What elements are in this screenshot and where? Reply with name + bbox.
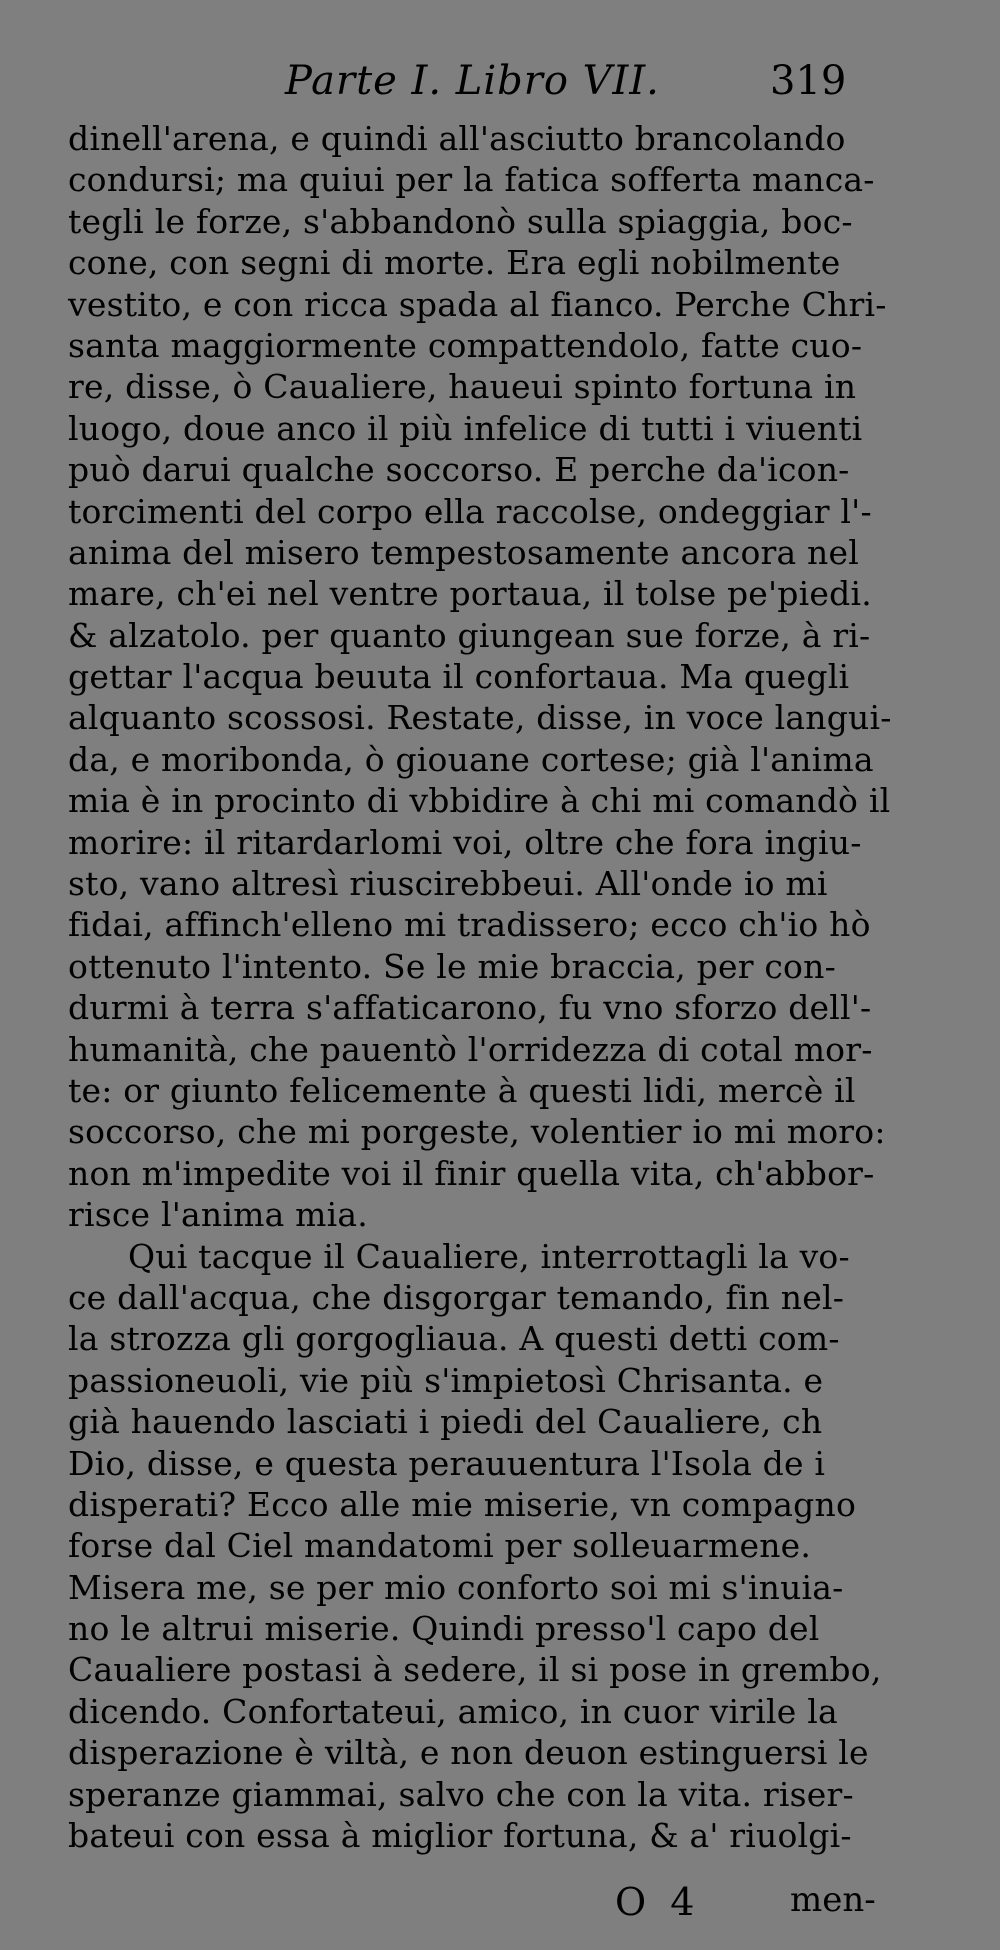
text-line: te: or giunto felicemente à questi lidi, mercè il: [68, 1070, 856, 1110]
text-line: bateui con essa à miglior fortuna, & a' riuolgi-: [68, 1816, 852, 1856]
text-line: già hauendo lasciati i piedi del Caualiere, ch: [68, 1402, 823, 1442]
text-line: disperati? Ecco alle mie miserie, vn compagno: [68, 1484, 857, 1524]
text-line: ce dall'acqua, che disgorgar temando, fin nel-: [68, 1277, 845, 1317]
text-line: tegli le forze, s'abbandonò sulla spiaggia, boc-: [68, 201, 853, 241]
text-line: speranze giammai, salvo che con la vita. riser-: [68, 1774, 854, 1814]
text-line: anima del misero tempestosamente ancora nel: [68, 532, 859, 572]
page-footer: [0, 1880, 1000, 1930]
text-line: re, disse, ò Caualiere, haueui spinto fortuna in: [68, 367, 857, 407]
text-line: non m'impedite voi il finir quella vita, ch'abbor-: [68, 1153, 875, 1193]
text-line: soccorso, che mi porgeste, volentier io mi moro:: [68, 1112, 886, 1152]
text-line: durmi à terra s'affaticarono, fu vno sforzo dell'-: [68, 988, 872, 1028]
text-line: passioneuoli, vie più s'impietosì Chrisanta. e: [68, 1360, 824, 1400]
text-line: & alzatolo. per quanto giungean sue forze, à ri-: [68, 615, 871, 655]
text-line: cone, con segni di morte. Era egli nobilmente: [68, 243, 841, 283]
text-line: forse dal Ciel mandatomi per solleuarmene.: [68, 1526, 812, 1566]
text-line: gettar l'acqua beuuta il confortaua. Ma quegli: [68, 657, 850, 697]
text-line: Caualiere postasi à sedere, il si pose in grembo,: [68, 1650, 882, 1690]
text-line: torcimenti del corpo ella raccolse, ondeggiar l'-: [68, 491, 872, 531]
text-line: morire: il ritardarlomi voi, oltre che fora ingiu-: [68, 822, 862, 862]
text-line: da, e moribonda, ò giouane cortese; già l'anima: [68, 739, 874, 779]
signature-mark: O 4: [615, 1880, 701, 1924]
text-line: luogo, doue anco il più infelice di tutti i viuenti: [68, 408, 863, 448]
text-line: può darui qualche soccorso. E perche da'icon-: [68, 450, 850, 490]
text-line: fidai, affinch'elleno mi tradissero; ecco ch'io hò: [68, 905, 871, 945]
text-line: la strozza gli gorgogliaua. A questi detti com-: [68, 1319, 840, 1359]
text-line: sto, vano altresì riuscirebbeui. All'onde io mi: [68, 864, 828, 904]
page-number: 319: [770, 58, 847, 104]
text-line: mia è in procinto di vbbidire à chi mi comandò il: [68, 781, 891, 821]
text-line: condursi; ma quiui per la fatica sofferta manca-: [68, 160, 875, 200]
text-line: Misera me, se per mio conforto soi mi s'inuia-: [68, 1567, 844, 1607]
text-line: risce l'anima mia.: [68, 1195, 368, 1235]
catchword: men-: [790, 1880, 876, 1920]
text-line: mare, ch'ei nel ventre portaua, il tolse pe'piedi.: [68, 574, 872, 614]
text-line: ottenuto l'intento. Se le mie braccia, per con-: [68, 946, 836, 986]
text-line: Qui tacque il Caualiere, interrottagli la vo-: [128, 1236, 850, 1276]
text-line: dinell'arena, e quindi all'asciutto brancolando: [68, 119, 846, 158]
text-line: humanità, che pauentò l'orridezza di cotal mor-: [68, 1029, 873, 1069]
text-line: alquanto scossosi. Restate, disse, in voce langui-: [68, 698, 892, 738]
text-line: Dio, disse, e questa perauuentura l'Isola de i: [68, 1443, 826, 1483]
text-line: santa maggiormente compattendolo, fatte cuo-: [68, 325, 863, 365]
text-line: vestito, e con ricca spada al fianco. Perche Chri-: [68, 284, 887, 324]
text-line: disperazione è viltà, e non deuon estinguersi le: [68, 1733, 869, 1773]
running-title: Parte I. Libro VII.: [285, 58, 660, 104]
running-head: [0, 58, 1000, 118]
text-line: dicendo. Confortateui, amico, in cuor virile la: [68, 1691, 838, 1731]
text-line: no le altrui miserie. Quindi presso'l capo del: [68, 1609, 820, 1649]
body-text: [68, 118, 928, 1856]
